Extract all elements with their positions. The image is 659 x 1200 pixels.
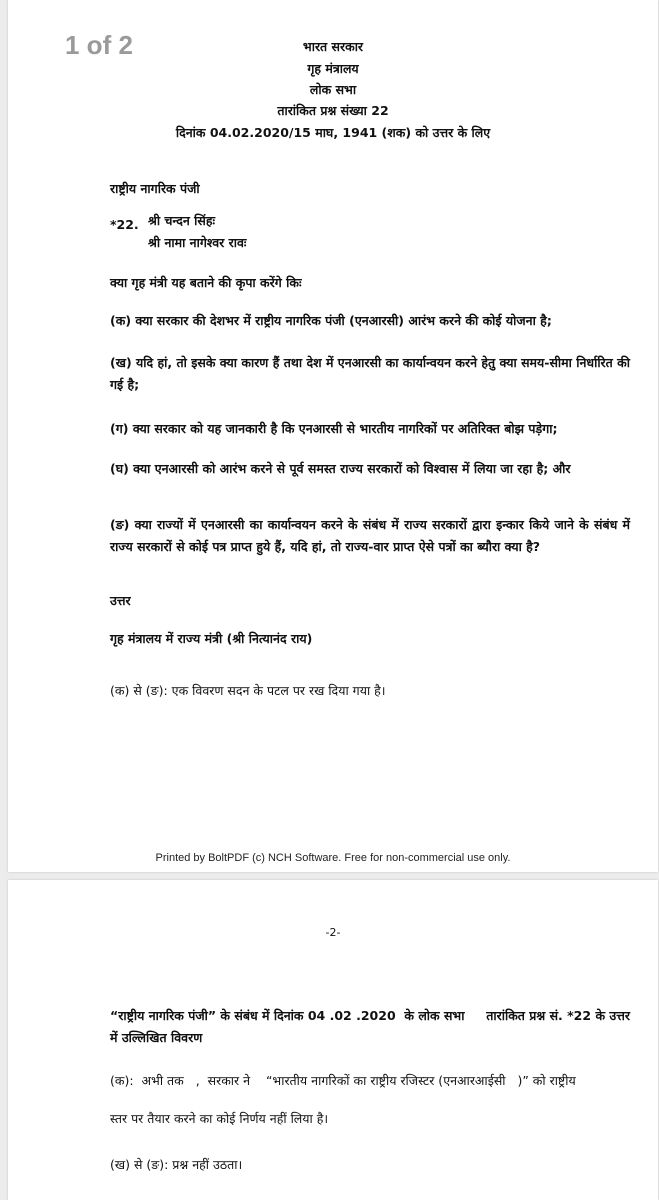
statement-title: “राष्ट्रीय नागरिक पंजी” के संबंध में दिनांक 04 .02 .2020 के लोक सभा तारांकित प्रश्न सं. *22 के उत्तर में उल्लिखित विवरण	[110, 1008, 635, 1045]
question-number: *22.	[110, 217, 139, 232]
statement-para-ka-line2: स्तर पर तैयार करने का कोई निर्णय नहीं लिया है।	[110, 1111, 329, 1126]
question-ga: (ग) क्या सरकार को यह जानकारी है कि एनआरसी से भारतीय नागरिकों पर अतिरिक्त बोझ पड़ेगा;	[110, 421, 558, 436]
question-ka: (क) क्या सरकार की देशभर में राष्ट्रीय नागरिक पंजी (एनआरसी) आरंभ करने की कोई योजना है;	[110, 313, 552, 328]
page-number: -2-	[325, 926, 341, 939]
document-page-1	[8, 0, 658, 872]
question-gha: (घ) क्या एनआरसी को आरंभ करने से पूर्व समस्त राज्य सरकारों को विश्वास में लिया जा रहा है; और	[110, 461, 571, 476]
answer-text: (क) से (ङ): एक विवरण सदन के पटल पर रख दिया गया है।	[110, 683, 386, 698]
minister-name: गृह मंत्रालय में राज्य मंत्री (श्री नित्यानंद राय)	[110, 631, 313, 646]
member-name-1: श्री चन्दन सिंहः	[148, 213, 216, 228]
subject-title: राष्ट्रीय नागरिक पंजी	[110, 181, 200, 196]
header-government: भारत सरकार	[302, 39, 364, 54]
header-answer-date: दिनांक 04.02.2020/15 माघ, 1941 (शक) को उत्तर के लिए	[175, 125, 491, 140]
answer-heading: उत्तर	[110, 593, 131, 608]
statement-para-kha: (ख) से (ङ): प्रश्न नहीं उठता।	[110, 1157, 243, 1172]
header-question-number: तारांकित प्रश्न संख्या 22	[277, 103, 389, 118]
print-footer: Printed by BoltPDF (c) NCH Software. Free for non-commercial use only.	[155, 852, 511, 864]
header-house: लोक सभा	[309, 82, 357, 97]
statement-para-ka-line1: (क): अभी तक , सरकार ने “भारतीय नागरिकों का राष्ट्रीय रजिस्टर (एनआरआईसी )” को राष्ट्रीय	[110, 1073, 576, 1088]
member-name-2: श्री नामा नागेश्वर रावः	[148, 235, 247, 250]
question-kha: (ख) यदि हां, तो इसके क्या कारण हैं तथा देश में एनआरसी का कार्यान्वयन करने हेतु क्या समय-सीमा निर्धारित की गई है;	[110, 355, 630, 392]
question-da: (ङ) क्या राज्यों में एनआरसी का कार्यान्वयन करने के संबंध में राज्य सरकारों द्वारा इन्कार किये जाने के संबंध में राज्य सरकारों से कोई पत्र प्राप्त हुये हैं, यदि हां, तो राज्य-वार प्राप्त ऐसे पत्रों का ब्यौरा क्या है?	[110, 517, 630, 554]
document-page-2	[8, 880, 658, 1200]
header-ministry: गृह मंत्रालय	[307, 61, 359, 76]
page-indicator: 1 of 2	[65, 30, 133, 60]
question-intro: क्या गृह मंत्री यह बताने की कृपा करेंगे किः	[110, 275, 302, 290]
